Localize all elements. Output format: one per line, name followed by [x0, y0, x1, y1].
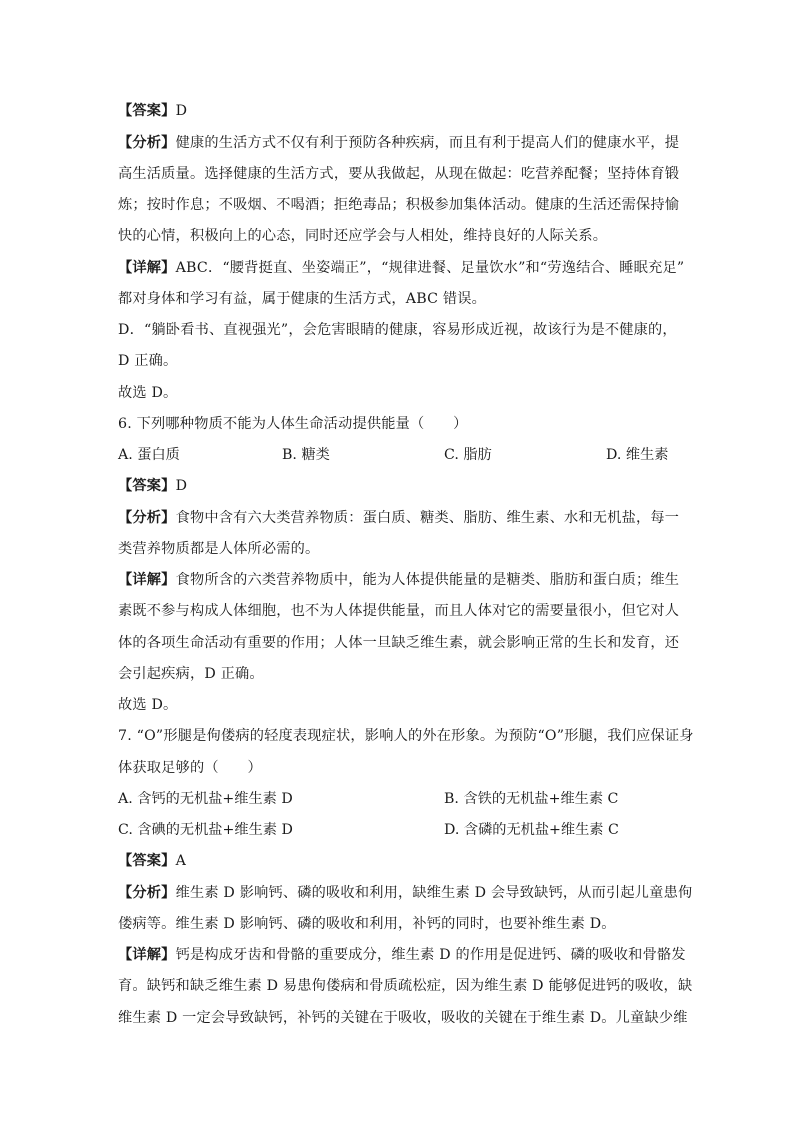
answer-tag: 【答案】 — [118, 103, 176, 119]
option-a: A. 蛋白质 — [118, 447, 180, 463]
detail-tag: 【详解】 — [118, 947, 176, 963]
question-stem: 体获取足够的（ ） — [118, 760, 262, 776]
analysis-text: 维生素 D 影响钙、磷的吸收和利用，缺维生素 D 会导致缺钙，从而引起儿童患佝 — [175, 885, 693, 901]
question-stem: 6. 下列哪种物质不能为人体生命活动提供能量（ ） — [118, 416, 468, 432]
analysis-text: 健康的生活方式不仅有利于预防各种疾病，而且有利于提高人们的健康水平，提 — [175, 135, 680, 151]
detail-text: 维生素 D 一定会导致缺钙，补钙的关键在于吸收，吸收的关键在于维生素 D。儿童缺少维 — [118, 1010, 688, 1026]
analysis-text: 食物中含有六大类营养物质：蛋白质、糖类、脂肪、维生素、水和无机盐，每一 — [175, 510, 680, 526]
detail-tag: 【详解】 — [118, 572, 176, 588]
answer-tag: 【答案】 — [118, 853, 176, 869]
analysis-tag: 【分析】 — [118, 135, 176, 151]
conclusion-text: 故选 D。 — [118, 697, 178, 713]
conclusion-text: 故选 D。 — [118, 385, 178, 401]
analysis-text: 类营养物质都是人体所必需的。 — [118, 541, 320, 557]
analysis-text: 高生活质量。选择健康的生活方式，要从我做起，从现在做起：吃营养配餐；坚持体育锻 — [118, 166, 680, 182]
detail-text: 素既不参与构成人体细胞，也不为人体提供能量，而且人体对它的需要量很小，但它对人 — [118, 603, 680, 619]
detail-text: 钙是构成牙齿和骨骼的重要成分，维生素 D 的作用是促进钙、磷的吸收和骨骼发 — [175, 947, 686, 963]
option-b: B. 糖类 — [282, 447, 330, 463]
analysis-line — [118, 883, 693, 903]
answer-value: D — [175, 478, 188, 494]
option-d: D. 维生素 — [606, 447, 669, 463]
detail-text: 食物所含的六类营养物质中，能为人体提供能量的是糖类、脂肪和蛋白质；维生 — [175, 572, 680, 588]
detail-tag: 【详解】 — [118, 260, 176, 276]
detail-line — [118, 945, 686, 965]
answer-tag: 【答案】 — [118, 478, 176, 494]
detail-line — [118, 258, 685, 278]
detail-text: D．“躺卧看书、直视强光”，会危害眼睛的健康，容易形成近视，故该行为是不健康的， — [118, 322, 677, 338]
option-c: C. 含碘的无机盐+维生素 D — [118, 822, 293, 838]
analysis-tag: 【分析】 — [118, 510, 176, 526]
detail-line — [118, 570, 678, 590]
detail-text: D 正确。 — [118, 353, 178, 369]
option-c: C. 脂肪 — [444, 447, 492, 463]
analysis-tag: 【分析】 — [118, 885, 176, 901]
answer-value: D — [175, 103, 188, 119]
answer-value: A — [175, 853, 187, 869]
analysis-line — [118, 133, 678, 153]
answer-line — [118, 851, 678, 871]
option-a: A. 含钙的无机盐+维生素 D — [118, 791, 293, 807]
analysis-text: 炼；按时作息；不吸烟、不喝酒；拒绝毒品；积极参加集体活动。健康的生活还需保持愉 — [118, 197, 680, 213]
analysis-text: 偻病等。维生素 D 影响钙、磷的吸收和利用，补钙的同时，也要补维生素 D。 — [118, 916, 616, 932]
detail-text: 都对身体和学习有益，属于健康的生活方式，ABC 错误。 — [118, 291, 487, 307]
detail-text: 会引起疾病，D 正确。 — [118, 666, 264, 682]
detail-text: 体的各项生命活动有重要的作用；人体一旦缺乏维生素，就会影响正常的生长和发育，还 — [118, 635, 680, 651]
answer-line — [118, 101, 678, 121]
analysis-text: 快的心情，积极向上的心态，同时还应学会与人相处，维持良好的人际关系。 — [118, 228, 608, 244]
detail-text: 育。缺钙和缺乏维生素 D 易患佝偻病和骨质疏松症，因为维生素 D 能够促进钙的吸收，缺 — [118, 978, 693, 994]
detail-text: ABC．“腰背挺直、坐姿端正”，“规律进餐、足量饮水”和“劳逸结合、睡眠充足” — [175, 260, 685, 276]
option-b: B. 含铁的无机盐+维生素 C — [444, 791, 619, 807]
question-stem: 7. “O”形腿是佝偻病的轻度表现症状，影响人的外在形象。为预防“O”形腿，我们应保证身 — [118, 728, 694, 744]
answer-line — [118, 476, 678, 496]
analysis-line — [118, 508, 678, 528]
option-d: D. 含磷的无机盐+维生素 C — [444, 822, 619, 838]
